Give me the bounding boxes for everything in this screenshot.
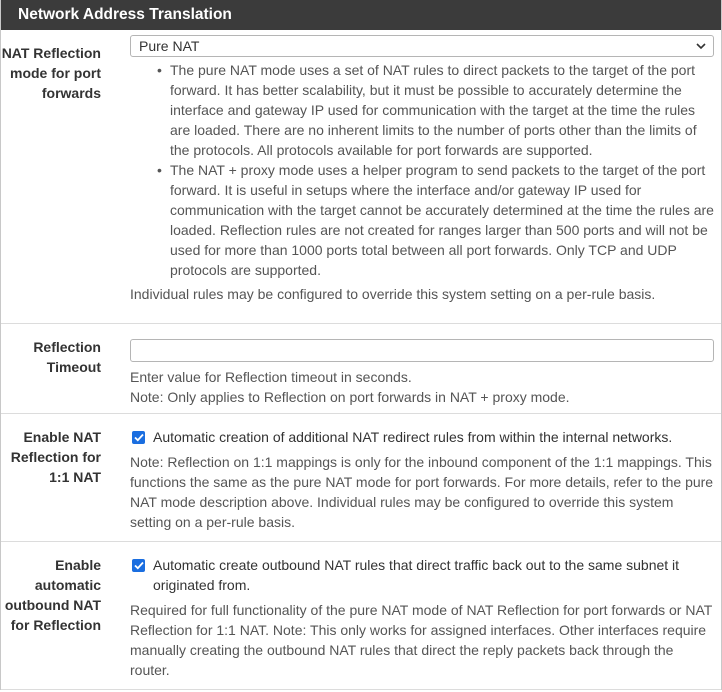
checkmark-icon <box>134 561 144 570</box>
nat-reflection-mode-row <box>1 30 721 324</box>
reflection-timeout-input[interactable] <box>130 339 714 362</box>
nat-reflection-mode-select[interactable] <box>130 35 714 57</box>
reflection-timeout-label: Reflection Timeout <box>33 339 101 375</box>
select-value: Pure NAT <box>139 38 200 54</box>
reflection-timeout-content <box>114 324 721 413</box>
nat-reflection-1to1-note: Note: Reflection on 1:1 mappings is only for the inbound component of the 1:1 mappings. This functions the same as the pure NAT mode for port forwards. For more details, refer to the pure NAT mode description above. Individual rules may be configured to override this system setting on a per-rule basis. <box>130 454 714 530</box>
auto-outbound-nat-row <box>1 542 721 690</box>
nat-reflection-1to1-option <box>130 427 714 447</box>
auto-outbound-nat-option <box>130 555 714 595</box>
nat-reflection-1to1-row <box>1 414 721 542</box>
help-bullet-pure-nat: • The pure NAT mode uses a set of NAT rules to direct packets to the target of the port forward. It has better scalability, but it must be possible to accurately determine the interface and gateway IP used for communication with the target at the time the rules are loaded. There are no inherent limits to the number of ports other than the limits of the protocols. All protocols available for port forwards are supported. <box>170 60 714 160</box>
nat-reflection-1to1-label: Enable NAT Reflection for 1:1 NAT <box>10 429 101 485</box>
timeout-help: Enter value for Reflection timeout in seconds. <box>130 369 412 385</box>
nat-reflection-mode-content <box>114 30 721 323</box>
panel-title: Network Address Translation <box>1 0 721 30</box>
nat-reflection-mode-label: NAT Reflection mode for port forwards <box>1 45 101 101</box>
checkmark-icon <box>134 433 144 442</box>
help-bullet-nat-proxy: • The NAT + proxy mode uses a helper program to send packets to the target of the port forward. It is useful in setups where the interface and/or gateway IP used for communication with the target cannot be accurately determined at the time the rules are loaded. Reflection rules are not created for ranges larger than 500 ports and will not be used for more than 1000 ports total between all port forwards. Only TCP and UDP protocols are supported. <box>170 160 714 280</box>
nat-reflection-1to1-content <box>114 414 721 541</box>
chevron-down-icon <box>695 40 707 52</box>
auto-outbound-nat-checkbox[interactable] <box>132 559 145 572</box>
timeout-note: Note: Only applies to Reflection on port forwards in NAT + proxy mode. <box>130 389 570 405</box>
auto-outbound-nat-content <box>114 542 721 689</box>
auto-outbound-nat-note: Required for full functionality of the pure NAT mode of NAT Reflection for port forwards or NAT Reflection for 1:1 NAT. Note: This only works for assigned interfaces. Other interfaces require manually creating the outbound NAT rules that direct the reply packets back through the router. <box>130 602 713 678</box>
auto-outbound-nat-label: Enable automatic outbound NAT for Reflection <box>4 557 101 633</box>
mode-override-note: Individual rules may be configured to override this system setting on a per-rule basis. <box>130 286 656 302</box>
nat-reflection-1to1-checkbox-label: Automatic creation of additional NAT redirect rules from within the internal networks. <box>153 429 673 445</box>
mode-help-list <box>130 60 714 280</box>
auto-outbound-nat-checkbox-label: Automatic create outbound NAT rules that direct traffic back out to the same subnet it originated from. <box>153 557 680 593</box>
nat-reflection-1to1-checkbox[interactable] <box>132 431 145 444</box>
reflection-timeout-row <box>1 324 721 414</box>
